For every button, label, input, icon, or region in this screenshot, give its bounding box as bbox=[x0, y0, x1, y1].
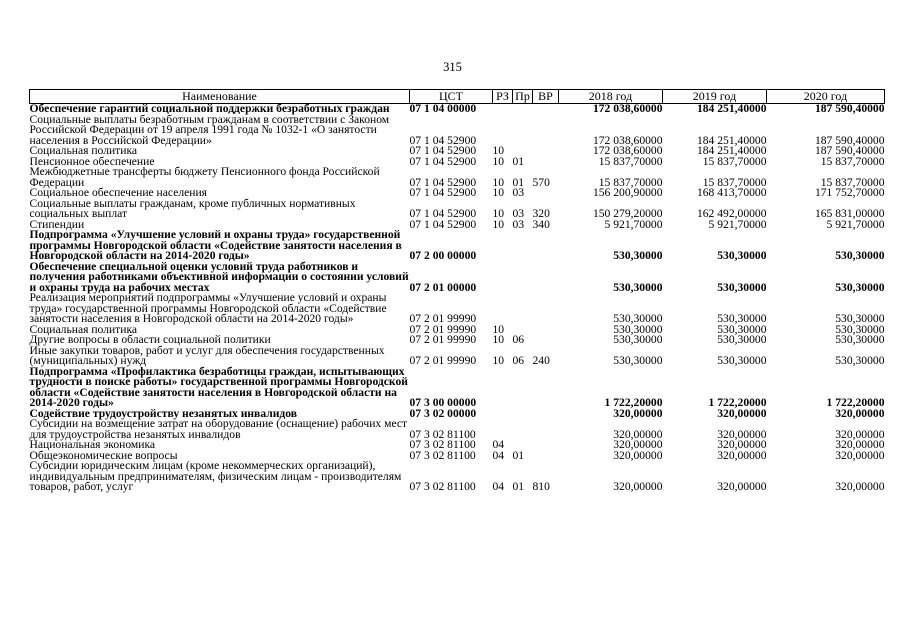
row-2019: 320,00000 bbox=[717, 448, 767, 462]
row-2019: 15 837,70000 bbox=[702, 175, 767, 189]
row-rz: 10 bbox=[492, 154, 505, 168]
table-row bbox=[30, 293, 885, 325]
row-vr bbox=[533, 451, 559, 462]
header-cst: ЦСТ bbox=[410, 90, 493, 104]
row-name: Содействие трудоустройству незанятых инвалидов bbox=[29, 406, 298, 420]
row-2018: 320,00000 bbox=[613, 406, 663, 420]
row-cst: 07 2 01 99990 bbox=[409, 322, 477, 336]
table-row bbox=[30, 367, 885, 409]
row-name: Субсидии юридическим лицам (кроме некоммерческих организаций), индивидуальным предпринимателям, физическим лицам - производителям товаров, работ, услуг bbox=[29, 459, 402, 493]
row-2019: 530,30000 bbox=[717, 249, 767, 262]
row-rz bbox=[493, 419, 513, 440]
row-rz: 10 bbox=[492, 207, 505, 220]
table-row bbox=[30, 115, 885, 147]
row-cst: 07 3 02 81100 bbox=[409, 427, 476, 441]
row-2020: 320,00000 bbox=[835, 438, 885, 451]
row-2020: 320,00000 bbox=[835, 427, 885, 441]
row-name: Обеспечение специальной оценки условий труда работников и получения работниками объективной информации о состоянии условий и охраны труда на рабочих местах bbox=[29, 259, 409, 294]
header-2020: 2020 год bbox=[767, 90, 885, 104]
row-rz bbox=[493, 115, 513, 147]
row-pr: 01 bbox=[512, 154, 525, 168]
row-2020: 187 590,40000 bbox=[814, 102, 885, 115]
row-rz bbox=[493, 367, 513, 409]
row-name: Социальные выплаты гражданам, кроме публичных нормативных социальных выплат bbox=[29, 196, 356, 220]
row-cst: 07 1 04 52900 bbox=[409, 133, 477, 147]
row-2020: 530,30000 bbox=[835, 354, 885, 367]
row-name: Пенсионное обеспечение bbox=[29, 154, 155, 168]
row-2019: 320,00000 bbox=[717, 480, 767, 493]
row-pr bbox=[513, 293, 533, 325]
row-2020: 530,30000 bbox=[835, 280, 885, 294]
row-name: Подпрограмма «Профилактика безработицы граждан, испытывающих трудности в поиске работы» государственной программы Новгородской области «Содействие занятости населения в Новгородской области на 2014-2020 годы» bbox=[29, 364, 408, 409]
row-vr bbox=[533, 230, 559, 262]
row-pr: 03 bbox=[512, 217, 525, 231]
row-name: Субсидии на возмещение затрат на оборудование (оснащение) рабочих мест для трудоустройства незанятых инвалидов bbox=[29, 417, 408, 441]
row-2020: 320,00000 bbox=[835, 448, 885, 462]
row-name: Национальная экономика bbox=[29, 438, 156, 451]
row-rz: 10 bbox=[492, 333, 505, 346]
table-row bbox=[30, 346, 885, 367]
row-2018: 156 200,90000 bbox=[592, 186, 663, 199]
row-2020: 530,30000 bbox=[835, 312, 885, 325]
row-rz bbox=[493, 293, 513, 325]
row-rz bbox=[493, 262, 513, 294]
row-pr bbox=[513, 409, 533, 420]
row-pr: 03 bbox=[512, 207, 525, 220]
row-vr: 320 bbox=[532, 207, 550, 220]
row-2018: 172 038,60000 bbox=[592, 144, 663, 157]
row-vr bbox=[533, 188, 559, 199]
row-2019: 530,30000 bbox=[717, 312, 767, 325]
row-vr bbox=[533, 440, 559, 451]
row-2020: 15 837,70000 bbox=[820, 154, 885, 168]
row-2020: 187 590,40000 bbox=[814, 144, 885, 157]
row-2018: 320,00000 bbox=[613, 480, 663, 493]
row-rz: 04 bbox=[492, 438, 505, 451]
row-cst: 07 1 04 52900 bbox=[409, 175, 477, 189]
row-2018: 530,30000 bbox=[613, 333, 663, 346]
row-vr: 570 bbox=[532, 175, 550, 189]
row-2019: 530,30000 bbox=[717, 322, 767, 336]
table-body bbox=[30, 104, 885, 493]
row-2020: 530,30000 bbox=[835, 322, 885, 336]
row-vr: 240 bbox=[532, 354, 550, 367]
row-rz bbox=[493, 230, 513, 262]
row-cst: 07 1 04 00000 bbox=[409, 102, 477, 115]
row-2020: 5 921,70000 bbox=[826, 217, 885, 231]
row-cst: 07 2 01 99990 bbox=[409, 333, 477, 346]
row-2020: 320,00000 bbox=[835, 480, 885, 493]
row-2018: 150 279,20000 bbox=[592, 207, 663, 220]
row-2018: 320,00000 bbox=[613, 448, 663, 462]
row-vr bbox=[533, 419, 559, 440]
row-cst: 07 1 04 52900 bbox=[409, 154, 477, 168]
row-2018: 530,30000 bbox=[613, 280, 663, 294]
row-cst: 07 1 04 52900 bbox=[409, 144, 477, 157]
row-name: Общеэкономические вопросы bbox=[29, 448, 178, 462]
row-pr: 06 bbox=[512, 354, 525, 367]
row-name: Иные закупки товаров, работ и услуг для обеспечения государственных (муниципальных) нужд bbox=[29, 343, 385, 367]
row-pr: 01 bbox=[512, 448, 525, 462]
row-2018: 15 837,70000 bbox=[598, 154, 663, 168]
row-2018: 530,30000 bbox=[613, 312, 663, 325]
row-pr bbox=[513, 104, 533, 115]
row-cst: 07 1 04 52900 bbox=[409, 217, 477, 231]
table-row bbox=[30, 230, 885, 262]
row-2019: 530,30000 bbox=[717, 333, 767, 346]
budget-table bbox=[29, 89, 885, 493]
row-vr bbox=[533, 367, 559, 409]
row-rz: 04 bbox=[492, 480, 505, 493]
row-vr bbox=[533, 335, 559, 346]
header-rz: РЗ bbox=[493, 90, 513, 104]
header-pr: Пр bbox=[513, 90, 533, 104]
table-row bbox=[30, 461, 885, 493]
row-2020: 530,30000 bbox=[835, 249, 885, 262]
row-2019: 184 251,40000 bbox=[696, 102, 767, 115]
row-2020: 165 831,00000 bbox=[814, 207, 885, 220]
row-pr bbox=[513, 115, 533, 147]
row-cst: 07 2 01 99990 bbox=[409, 354, 477, 367]
row-rz bbox=[493, 104, 513, 115]
row-vr bbox=[533, 115, 559, 147]
row-cst: 07 3 00 00000 bbox=[409, 396, 477, 409]
row-pr: 01 bbox=[512, 175, 525, 189]
row-rz: 04 bbox=[492, 448, 505, 462]
row-vr bbox=[533, 262, 559, 294]
row-2019: 184 251,40000 bbox=[696, 144, 767, 157]
row-pr bbox=[513, 419, 533, 440]
row-cst: 07 1 04 52900 bbox=[409, 186, 477, 199]
row-2019: 15 837,70000 bbox=[702, 154, 767, 168]
row-pr bbox=[513, 230, 533, 262]
row-2018: 320,00000 bbox=[613, 427, 663, 441]
row-2018: 530,30000 bbox=[613, 249, 663, 262]
row-rz: 10 bbox=[492, 144, 505, 157]
row-2019: 530,30000 bbox=[717, 280, 767, 294]
row-pr bbox=[513, 262, 533, 294]
page-number: 315 bbox=[443, 60, 462, 74]
row-2020: 15 837,70000 bbox=[820, 175, 885, 189]
row-2019: 5 921,70000 bbox=[708, 217, 767, 231]
row-name: Другие вопросы в области социальной политики bbox=[29, 333, 271, 346]
header-2018: 2018 год bbox=[559, 90, 663, 104]
table-row bbox=[30, 419, 885, 440]
row-2020: 530,30000 bbox=[835, 333, 885, 346]
row-2018: 172 038,60000 bbox=[592, 133, 663, 147]
row-vr bbox=[533, 104, 559, 115]
row-2018: 172 038,60000 bbox=[592, 102, 663, 115]
row-2019: 1 722,20000 bbox=[708, 396, 767, 409]
row-pr bbox=[513, 367, 533, 409]
row-vr bbox=[533, 409, 559, 420]
row-2019: 320,00000 bbox=[717, 438, 767, 451]
row-name: Социальная политика bbox=[29, 322, 138, 336]
row-name: Стипендии bbox=[29, 217, 85, 231]
row-rz: 10 bbox=[492, 186, 505, 199]
row-name: Социальное обеспечение населения bbox=[29, 186, 208, 199]
row-name: Социальная политика bbox=[29, 144, 138, 157]
table-row bbox=[30, 167, 885, 188]
row-cst: 07 2 01 00000 bbox=[409, 280, 477, 294]
table-row bbox=[30, 199, 885, 220]
row-pr: 01 bbox=[512, 480, 525, 493]
row-vr bbox=[533, 293, 559, 325]
row-cst: 07 3 02 81100 bbox=[409, 438, 476, 451]
row-rz: 10 bbox=[492, 217, 505, 231]
row-vr bbox=[533, 325, 559, 336]
row-pr: 06 bbox=[512, 333, 525, 346]
row-2020: 187 590,40000 bbox=[814, 133, 885, 147]
row-cst: 07 3 02 81100 bbox=[409, 448, 476, 462]
row-rz: 10 bbox=[492, 354, 505, 367]
row-2020: 320,00000 bbox=[835, 406, 885, 420]
row-name: Подпрограмма «Улучшение условий и охраны труда» государственной программы Новгородской области «Содействие занятости населения в Новгородской области на 2014-2020 годы» bbox=[29, 228, 402, 262]
row-2020: 171 752,70000 bbox=[814, 186, 885, 199]
row-2018: 530,30000 bbox=[613, 322, 663, 336]
header-name: Наименование bbox=[30, 90, 410, 104]
row-vr bbox=[533, 146, 559, 157]
header-2019: 2019 год bbox=[663, 90, 767, 104]
header-vr: ВР bbox=[533, 90, 559, 104]
row-2019: 184 251,40000 bbox=[696, 133, 767, 147]
row-vr: 340 bbox=[532, 217, 550, 231]
row-vr: 810 bbox=[532, 480, 550, 493]
row-2019: 530,30000 bbox=[717, 354, 767, 367]
row-rz: 10 bbox=[492, 175, 505, 189]
row-2018: 5 921,70000 bbox=[604, 217, 663, 231]
row-vr bbox=[533, 157, 559, 168]
row-cst: 07 3 02 81100 bbox=[409, 480, 476, 493]
row-cst: 07 3 02 00000 bbox=[409, 406, 477, 420]
row-pr: 03 bbox=[512, 186, 525, 199]
row-name: Межбюджетные трансферты бюджету Пенсионного фонда Российской Федерации bbox=[29, 165, 380, 189]
row-2019: 162 492,00000 bbox=[696, 207, 767, 220]
row-name: Социальные выплаты безработным гражданам в соответствии с Законом Российской Федерации от 19 апреля 1991 года № 1032-1 «О занятости населения в Российской Федерации» bbox=[29, 112, 390, 147]
row-2018: 530,30000 bbox=[613, 354, 663, 367]
row-cst: 07 2 01 99990 bbox=[409, 312, 477, 325]
row-cst: 07 1 04 52900 bbox=[409, 207, 477, 220]
row-name: Обеспечение гарантий социальной поддержки безработных граждан bbox=[29, 102, 390, 115]
row-2020: 1 722,20000 bbox=[826, 396, 885, 409]
table-row bbox=[30, 262, 885, 294]
row-2019: 320,00000 bbox=[717, 427, 767, 441]
row-rz bbox=[493, 409, 513, 420]
row-2019: 320,00000 bbox=[717, 406, 767, 420]
row-2018: 1 722,20000 bbox=[604, 396, 663, 409]
row-2019: 168 413,70000 bbox=[696, 186, 767, 199]
row-2018: 320,00000 bbox=[613, 438, 663, 451]
row-rz: 10 bbox=[492, 322, 505, 336]
row-name: Реализация мероприятий подпрограммы «Улучшение условий и охраны труда» государственной программы Новгородской области «Содействие занятости населения в Новгородской области на 2014-2020 годы» bbox=[29, 291, 387, 325]
row-2018: 15 837,70000 bbox=[598, 175, 663, 189]
row-cst: 07 2 00 00000 bbox=[409, 249, 477, 262]
